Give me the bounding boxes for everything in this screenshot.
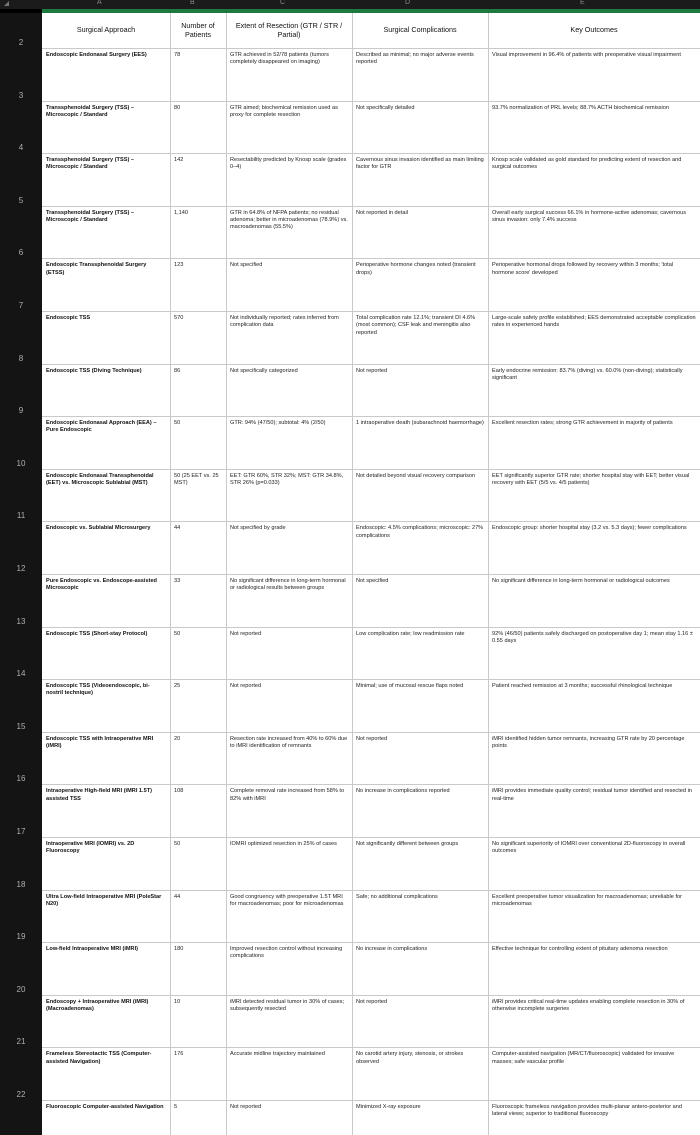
cell-resection[interactable]: No significant difference in long-term hormonal or radiological results between groups	[230, 578, 346, 592]
cell-complications[interactable]: No increase in complications reported	[356, 788, 450, 795]
cell-resection[interactable]: Not individually reported; rates inferred from complication data	[230, 315, 339, 329]
cell-resection[interactable]: Not reported	[230, 630, 262, 637]
row-number[interactable]: 12	[16, 564, 26, 573]
cell-approach[interactable]: Endoscopic Transsphenoidal Surgery (ETSS)	[46, 262, 147, 276]
cell-outcomes[interactable]: Excellent preoperative tumor visualization for macroadenomas; unreliable for microadenomas	[492, 893, 682, 907]
table-row	[42, 1100, 700, 1135]
cell-outcomes[interactable]: iMRI provides critical real-time updates enabling complete resection in 30% of otherwise incomplete surgeries	[492, 998, 685, 1013]
table-row	[42, 521, 700, 574]
row-number[interactable]: 19	[16, 932, 26, 942]
table-row	[42, 311, 700, 364]
cell-approach[interactable]: Transsphenoidal Surgery (TSS) – Microscopic / Standard	[46, 104, 134, 118]
cell-approach[interactable]: Endoscopic TSS (Short-stay Protocol)	[46, 630, 148, 637]
cell-resection[interactable]: Resection rate increased from 40% to 60% due to iMRI identification of remnants	[230, 735, 348, 750]
table-row	[42, 206, 700, 259]
cell-patients[interactable]: 44	[174, 893, 181, 900]
cell-outcomes[interactable]: Large-scale safety profile established; EES demonstrated acceptable complication rates in experienced hands	[492, 315, 696, 329]
cell-patients[interactable]: 5	[174, 1104, 178, 1110]
row-number[interactable]: 13	[16, 616, 26, 626]
header-extent-of-resection[interactable]: Extent of Resection (GTR / STR / Partial)	[235, 21, 343, 39]
select-all-corner[interactable]	[4, 1, 9, 6]
cell-complications[interactable]: No increase in complications	[356, 946, 428, 953]
cell-approach[interactable]: Endoscopic TSS (Diving Technique)	[46, 367, 142, 374]
row-number[interactable]: 5	[18, 195, 24, 205]
cell-patients[interactable]: 142	[174, 157, 184, 164]
cell-patients[interactable]: 44	[174, 525, 181, 532]
table-row	[42, 48, 700, 101]
cell-patients[interactable]: 78	[174, 52, 181, 58]
cell-approach[interactable]: Endoscopic TSS (Videoendoscopic, bi-nostril technique)	[46, 683, 150, 697]
table-row	[42, 364, 700, 417]
cell-complications[interactable]: Not specified	[356, 578, 389, 584]
cell-resection[interactable]: Not reported	[230, 1104, 262, 1110]
cell-patients[interactable]: 123	[174, 262, 184, 269]
cell-resection[interactable]: Not specified by grade	[230, 525, 286, 532]
column-header-bar	[0, 0, 700, 9]
cell-outcomes[interactable]: Computer-assisted navigation (MR/CT/fluoroscopic) validated for invasive masses; safe vascular profile	[492, 1051, 675, 1065]
header-number-of-patients[interactable]: Number of Patients	[181, 21, 215, 39]
cell-approach[interactable]: Endoscopic Endonasal Transsphenoidal (EET) vs. Microscopic Sublabial (MST)	[46, 472, 154, 487]
row-number[interactable]: 14	[16, 669, 26, 679]
cell-complications[interactable]: Not reported	[356, 367, 388, 374]
cell-patients[interactable]: 570	[174, 315, 184, 321]
cell-complications[interactable]: Not reported	[356, 998, 388, 1005]
cell-resection[interactable]: IOMRI optimized resection in 25% of cases	[230, 841, 337, 847]
cell-approach[interactable]: Endoscopic TSS	[46, 315, 91, 321]
cell-complications[interactable]: Not reported	[356, 735, 388, 742]
row-number[interactable]: 3	[18, 90, 24, 100]
cell-patients[interactable]: 108	[174, 788, 184, 795]
cell-patients[interactable]: 50	[174, 420, 181, 427]
cell-complications[interactable]: Total complication rate 12.1%; transient DI 4.6% (most common); CSF leak and meningitis also reported	[356, 315, 476, 336]
row-number[interactable]: 2	[18, 38, 24, 47]
column-letter-d[interactable]: D	[405, 0, 411, 6]
cell-complications[interactable]: Minimized X-ray exposure	[356, 1104, 421, 1110]
cell-approach[interactable]: Endoscopic vs. Sublabial Microsurgery	[46, 525, 151, 532]
cell-approach[interactable]: Endoscopic Endonasal Surgery (EES)	[46, 52, 147, 58]
cell-complications[interactable]: Low complication rate; low readmission rate	[356, 630, 465, 637]
row-number[interactable]: 7	[18, 301, 24, 310]
row-number[interactable]: 20	[16, 984, 26, 994]
cell-approach[interactable]: Endoscopy + Intraoperative MRI (iMRI) (Macroadenomas)	[46, 998, 149, 1013]
row-number[interactable]: 18	[16, 879, 26, 889]
cell-outcomes[interactable]: Endoscopic group: shorter hospital stay (3.2 vs. 5.3 days); fewer complications	[492, 525, 687, 532]
cell-resection[interactable]: Good congruency with preoperative 1.5T MRI for macroadenomas; poor for microadenomas	[230, 893, 344, 907]
table-row	[42, 258, 700, 311]
cell-complications[interactable]: Not reported in detail	[356, 209, 408, 216]
cell-resection[interactable]: iMRI detected residual tumor in 30% of cases; subsequently resected	[230, 998, 345, 1013]
cell-approach[interactable]: Endoscopic TSS with Intraoperative MRI (iMRI)	[46, 735, 154, 750]
cell-resection[interactable]: Accurate midline trajectory maintained	[230, 1051, 325, 1058]
row-number[interactable]: 6	[18, 248, 24, 258]
cell-patients[interactable]: 50	[174, 630, 181, 637]
row-number[interactable]: 11	[16, 511, 26, 521]
table-row	[42, 995, 700, 1048]
cell-resection[interactable]: Not reported	[230, 683, 262, 690]
cell-patients[interactable]: 86	[174, 367, 181, 374]
cell-outcomes[interactable]: 93.7% normalization of PRL levels; 88.7% ACTH biochemical remission	[492, 104, 670, 111]
cell-complications[interactable]: Perioperative hormone changes noted (transient drops)	[356, 262, 476, 276]
column-letter-b[interactable]: B	[190, 0, 195, 6]
table-row	[42, 574, 700, 627]
table-row	[42, 732, 700, 785]
table-row	[42, 153, 700, 206]
cell-complications[interactable]: Not detailed beyond visual recovery comparison	[356, 472, 476, 479]
row-number[interactable]: 16	[16, 774, 26, 784]
table-row	[42, 627, 700, 680]
cell-patients[interactable]: 50	[174, 841, 181, 847]
cell-complications[interactable]: Described as minimal; no major adverse events reported	[356, 52, 474, 66]
header-key-outcomes[interactable]: Key Outcomes	[570, 25, 618, 35]
cell-complications[interactable]: Minimal; use of mucosal rescue flaps noted	[356, 683, 464, 690]
cell-resection[interactable]: GTR in 64.8% of NFPA patients; no residual adenoma; better in microadenomas (78.9%) vs. macroadenomas (55.5%)	[230, 209, 348, 231]
cell-approach[interactable]: Ultra Low-field Intraoperative MRI (PoleStar N20)	[46, 893, 162, 907]
row-number-gutter	[0, 13, 42, 1135]
cell-resection[interactable]: GTR achieved in 52/78 patients (tumors completely disappeared on imaging)	[230, 52, 329, 66]
spreadsheet-grid[interactable]	[42, 13, 700, 1135]
cell-patients[interactable]: 1,140	[174, 209, 188, 216]
cell-outcomes[interactable]: Visual improvement in 96.4% of patients with preoperative visual impairment	[492, 52, 681, 58]
cell-patients[interactable]: 10	[174, 998, 181, 1005]
cell-complications[interactable]: Cavernous sinus invasion identified as main limiting factor for GTR	[356, 157, 484, 171]
cell-patients[interactable]: 180	[174, 946, 184, 953]
cell-outcomes[interactable]: EET significantly superior GTR rate; shorter hospital stay with EET; better visual recovery with EET (5/5 vs. 4/5 patients)	[492, 472, 690, 487]
row-number[interactable]: 22	[16, 1090, 26, 1099]
cell-outcomes[interactable]: Early endocrine remission: 83.7% (diving) vs. 60.0% (non-diving); statistically significant	[492, 367, 683, 381]
cell-outcomes[interactable]: iMRI identified hidden tumor remnants, increasing GTR rate by 20 percentage points	[492, 735, 685, 750]
cell-patients[interactable]: 33	[174, 578, 181, 584]
cell-approach[interactable]: Endoscopic Endonasal Approach (EEA) – Pure Endoscopic	[46, 420, 157, 434]
cell-resection[interactable]: Not specified	[230, 262, 263, 269]
cell-approach[interactable]: Frameless Stereotactic TSS (Computer-assisted Navigation)	[46, 1051, 152, 1065]
cell-patients[interactable]: 80	[174, 104, 181, 111]
cell-approach[interactable]: Intraoperative MRI (IOMRI) vs. 2D Fluoroscopy	[46, 841, 135, 855]
header-surgical-approach[interactable]: Surgical Approach	[76, 25, 136, 35]
cell-patients[interactable]: 25	[174, 683, 181, 690]
cell-outcomes[interactable]: Perioperative hormonal drops followed by recovery within 3 months; 'total hormone score' developed	[492, 262, 674, 276]
cell-outcomes[interactable]: Overall early surgical success 66.1% in hormone-active adenomas; cavernous sinus invasion: only 7.4% success	[492, 209, 687, 224]
cell-outcomes[interactable]: Knosp scale validated as gold standard for predicting extent of resection and surgical outcomes	[492, 157, 682, 171]
cell-outcomes[interactable]: iMRI provides immediate quality control; residual tumor identified and resected in real-time	[492, 788, 692, 802]
cell-complications[interactable]: No carotid artery injury, stenosis, or strokes observed	[356, 1051, 464, 1065]
cell-complications[interactable]: Safe; no additional complications	[356, 893, 438, 900]
cell-resection[interactable]: GTR: 94% (47/50); subtotal: 4% (2/50)	[230, 420, 326, 427]
cell-resection[interactable]: EET: GTR 60%, STR 32%; MST: GTR 34.8%, STR 26% (p=0.033)	[230, 472, 344, 487]
row-number[interactable]: 8	[18, 353, 24, 363]
cell-resection[interactable]: Resectability predicted by Knosp scale (grades 0–4)	[230, 157, 347, 171]
cell-resection[interactable]: Complete removal rate increased from 58% to 82% with iMRI	[230, 788, 345, 802]
cell-complications[interactable]: Not specifically detailed	[356, 104, 415, 111]
row-number[interactable]: 21	[16, 1037, 26, 1047]
cell-outcomes[interactable]: Fluoroscopic frameless navigation provides multi-planar antero-posterior and lateral views; superior to traditional fluoroscopy	[492, 1104, 682, 1118]
cell-approach[interactable]: Intraoperative High-field MRI (iMRI 1.5T) assisted TSS	[46, 788, 152, 802]
cell-resection[interactable]: Improved resection control without increasing complications	[230, 946, 343, 960]
cell-approach[interactable]: Transsphenoidal Surgery (TSS) – Microscopic / Standard	[46, 209, 134, 224]
cell-resection[interactable]: Not specifically categorized	[230, 367, 298, 374]
row-number[interactable]: 10	[16, 458, 26, 468]
row-number[interactable]: 17	[16, 827, 26, 836]
cell-outcomes[interactable]: No significant superiority of IOMRI over conventional 2D-fluoroscopy in overall outcomes	[492, 841, 686, 855]
table-row	[42, 416, 700, 469]
cell-complications[interactable]: 1 intraoperative death (subarachnoid haemorrhage)	[356, 420, 484, 427]
cell-outcomes[interactable]: No significant difference in long-term hormonal or radiological outcomes	[492, 578, 670, 584]
column-letter-a[interactable]: A	[97, 0, 102, 6]
cell-patients[interactable]: 20	[174, 735, 181, 742]
column-letter-c[interactable]: C	[280, 0, 286, 6]
row-number[interactable]: 15	[16, 721, 26, 731]
table-row	[42, 837, 700, 890]
cell-outcomes[interactable]: Patient reached remission at 3 months; successful rhinological technique	[492, 683, 673, 690]
cell-approach[interactable]: Pure Endoscopic vs. Endoscope-assisted Microscopic	[46, 578, 157, 592]
table-row	[42, 890, 700, 943]
cell-complications[interactable]: Endoscopic: 4.5% complications; microscopic: 27% complications	[356, 525, 484, 539]
table-row	[42, 942, 700, 995]
cell-outcomes[interactable]: Excellent resection rates; strong GTR achievement in majority of patients	[492, 420, 673, 427]
cell-patients[interactable]: 50 (25 EET vs. 25 MST)	[174, 472, 219, 487]
cell-complications[interactable]: Not significantly different between groups	[356, 841, 459, 847]
table-row	[42, 1047, 700, 1100]
cell-outcomes[interactable]: 92% (46/50) patients safely discharged on postoperative day 1; mean stay 1.16 ± 0.55 days	[492, 630, 693, 644]
table-row	[42, 101, 700, 154]
cell-patients[interactable]: 176	[174, 1051, 184, 1058]
cell-resection[interactable]: GTR aimed; biochemical remission used as proxy for complete resection	[230, 104, 338, 118]
table-row	[42, 679, 700, 732]
cell-outcomes[interactable]: Effective technique for controlling extent of pituitary adenoma resection	[492, 946, 668, 953]
row-number[interactable]: 4	[18, 143, 24, 153]
cell-approach[interactable]: Low-field Intraoperative MRI (iMRI)	[46, 946, 138, 953]
table-row	[42, 469, 700, 522]
header-surgical-complications[interactable]: Surgical Complications	[383, 25, 457, 35]
table-row	[42, 784, 700, 837]
cell-approach[interactable]: Fluoroscopic Computer-assisted Navigation	[46, 1104, 164, 1110]
cell-approach[interactable]: Transsphenoidal Surgery (TSS) – Microscopic / Standard	[46, 157, 134, 171]
column-letter-e[interactable]: E	[580, 0, 585, 6]
row-number[interactable]: 9	[18, 406, 24, 416]
